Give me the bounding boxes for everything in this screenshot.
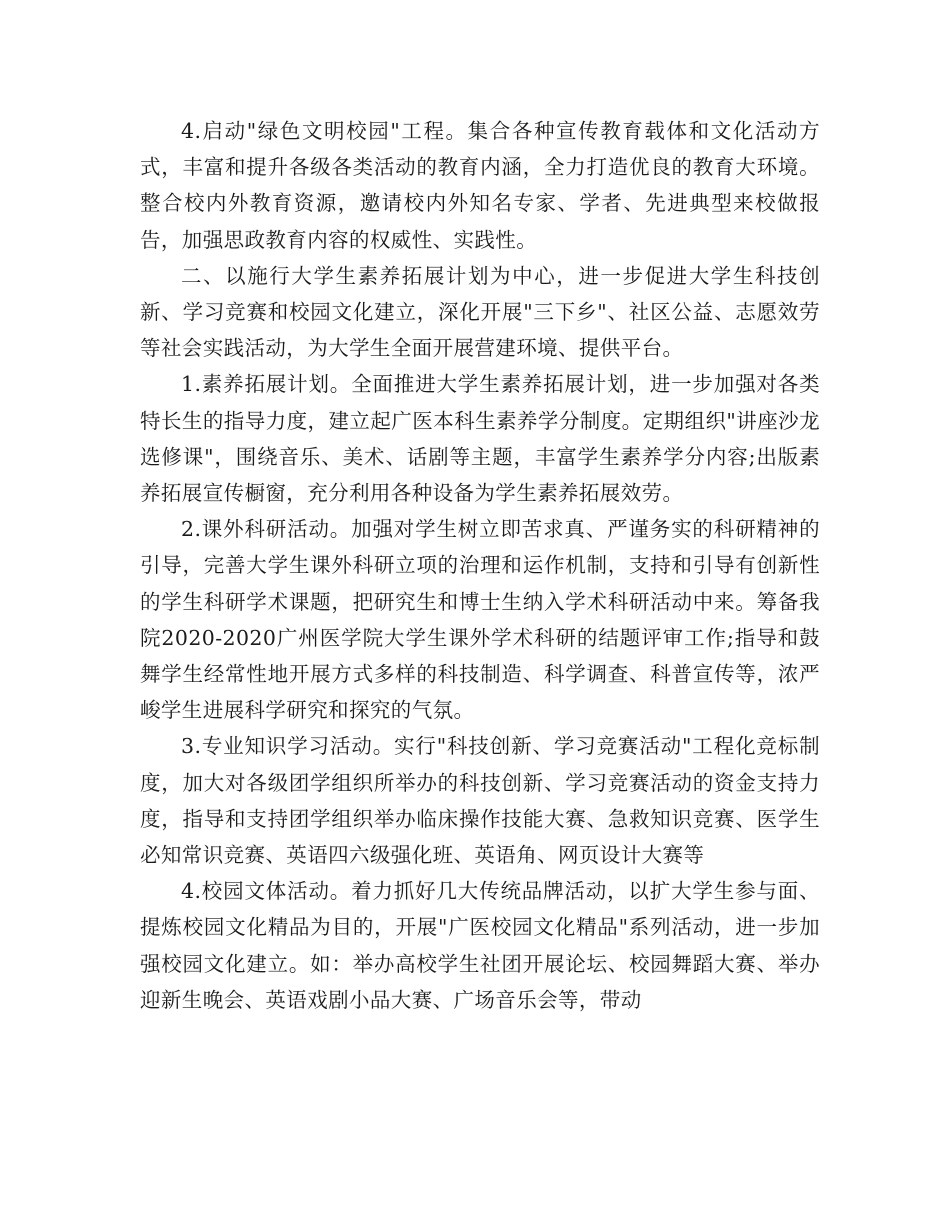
- paragraph-professional-learning: 3.专业知识学习活动。实行"科技创新、学习竞赛活动"工程化竞标制度，加大对各级团学组织所举办的科技创新、学习竞赛活动的资金支持力度，指导和支持团学组织举办临床操作技能大赛、急救知识竞赛、医学生必知常识竞赛、英语四六级强化班、英语角、网页设计大赛等: [140, 734, 820, 868]
- paragraph-green-campus: 4.启动"绿色文明校园"工程。集合各种宣传教育载体和文化活动方式，丰富和提升各级各类活动的教育内涵，全力打造优良的教育大环境。整合校内外教育资源，邀请校内外知名专家、学者、先进典型来校做报告，加强思政教育内容的权威性、实践性。: [140, 119, 820, 252]
- paragraph-extracurricular-research: 2.课外科研活动。加强对学生树立即苦求真、严谨务实的科研精神的引导，完善大学生课外科研立项的治理和运作机制，支持和引导有创新性的学生科研学术课题，把研究生和博士生纳入学术科研活动中来。筹备我院2020-2020广州医学院大学生课外学术科研的结题评审工作;指导和鼓舞学生经常性地开展方式多样的科技制造、科学调查、科普宣传等，浓严峻学生进展科学研究和探究的气氛。: [140, 517, 820, 723]
- paragraph-campus-culture-sports: 4.校园文体活动。着力抓好几大传统品牌活动，以扩大学生参与面、提炼校园文化精品为目的，开展"广医校园文化精品"系列活动，进一步加强校园文化建立。如：举办高校学生社团开展论坛、校园舞蹈大赛、举办迎新生晚会、英语戏剧小品大赛、广场音乐会等，带动: [140, 879, 820, 1012]
- paragraph-quality-expansion: 1.素养拓展计划。全面推进大学生素养拓展计划，进一步加强对各类特长生的指导力度，建立起广医本科生素养学分制度。定期组织"讲座沙龙选修课"，围绕音乐、美术、话剧等主题，丰富学生素养学分内容;出版素养拓展宣传橱窗，充分利用各种设备为学生素养拓展效劳。: [140, 372, 820, 506]
- paragraph-section-two: 二、以施行大学生素养拓展计划为中心，进一步促进大学生科技创新、学习竞赛和校园文化建立，深化开展"三下乡"、社区公益、志愿效劳等社会实践活动，为大学生全面开展营建环境、提供平台。: [140, 263, 820, 361]
- document-body: [140, 113, 820, 1018]
